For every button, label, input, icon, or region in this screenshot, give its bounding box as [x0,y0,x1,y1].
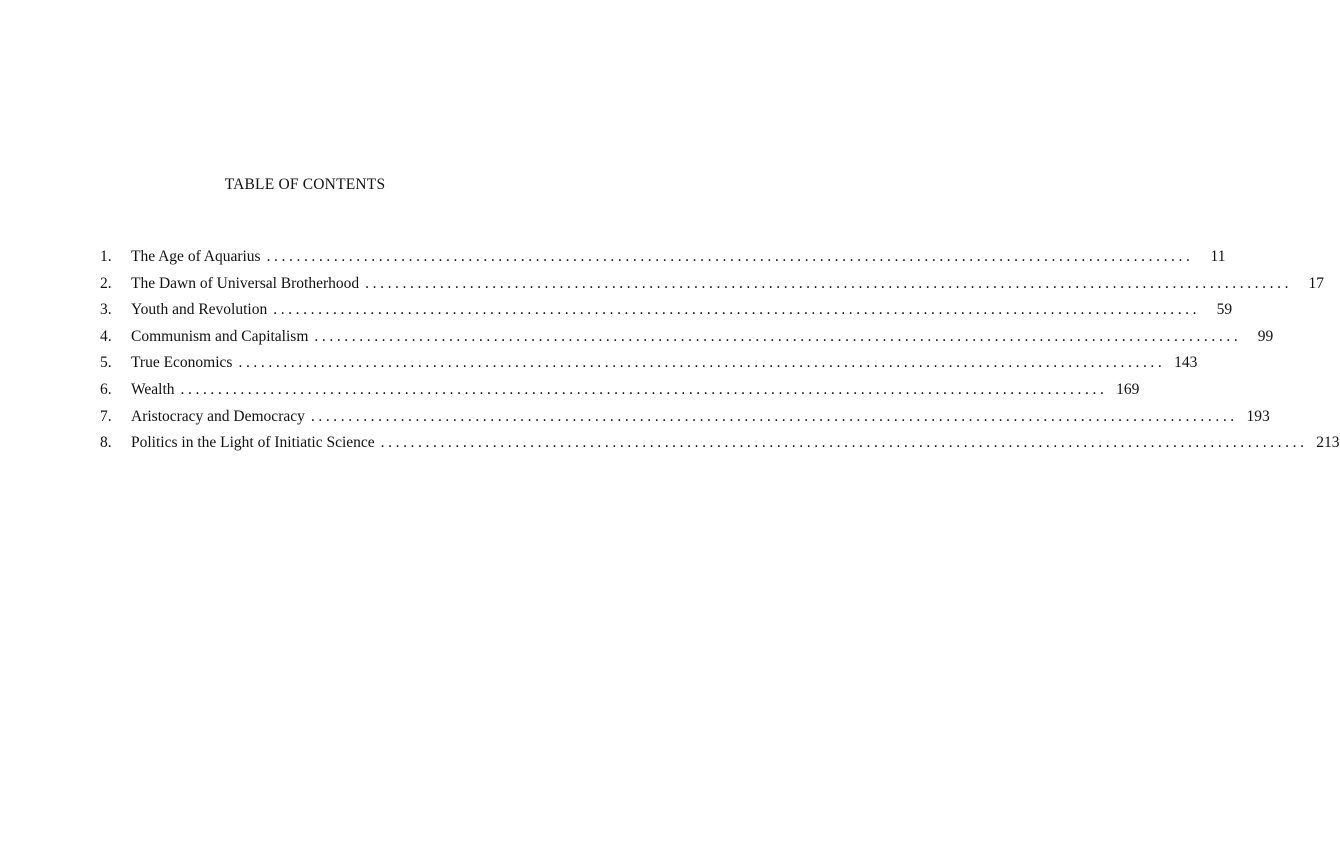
chapter-title: Politics in the Light of Initiatic Science [131,434,375,452]
page-number: 17 [1308,274,1325,292]
page-number: 99 [1257,327,1274,345]
dot-leader: ............................................................................................................................ [380,434,1308,452]
toc-list [100,244,1340,457]
toc-entry [100,244,1226,271]
toc-entry [100,350,1198,377]
chapter-number: 6. [100,380,112,398]
toc-entry [100,430,1340,457]
chapter-number: 3. [100,301,112,319]
page-number: 193 [1246,407,1270,425]
dot-leader: ............................................................................................................................ [180,380,1108,398]
chapter-title: True Economics [131,354,233,372]
page-number: 59 [1216,301,1233,319]
chapter-number: 2. [100,274,112,292]
page-number: 213 [1316,434,1340,452]
toc-entry [100,297,1233,324]
dot-leader: ............................................................................................................................ [310,407,1238,425]
toc-entry [100,377,1140,404]
page-number: 169 [1116,380,1140,398]
dot-leader: ............................................................................................................................ [365,274,1293,292]
chapter-number: 5. [100,354,112,372]
chapter-number: 7. [100,407,112,425]
dot-leader: ............................................................................................................................ [266,248,1194,265]
page-number: 11 [1210,248,1226,265]
chapter-number: 8. [100,434,112,452]
dot-leader: ............................................................................................................................ [314,327,1242,345]
chapter-title: Youth and Revolution [131,301,268,319]
chapter-title: Aristocracy and Democracy [131,407,305,425]
chapter-title: The Age of Aquarius [131,248,261,265]
toc-entry [100,404,1270,431]
chapter-title: The Dawn of Universal Brotherhood [131,274,360,292]
chapter-number: 1. [100,248,112,265]
dot-leader: ............................................................................................................................ [273,301,1201,319]
toc-entry [100,271,1325,298]
chapter-title: Communism and Capitalism [131,327,309,345]
page-title: TABLE OF CONTENTS [224,176,386,193]
page-number: 143 [1174,354,1198,372]
chapter-title: Wealth [131,380,175,398]
dot-leader: ............................................................................................................................ [238,354,1166,372]
chapter-number: 4. [100,327,112,345]
toc-entry [100,324,1274,351]
